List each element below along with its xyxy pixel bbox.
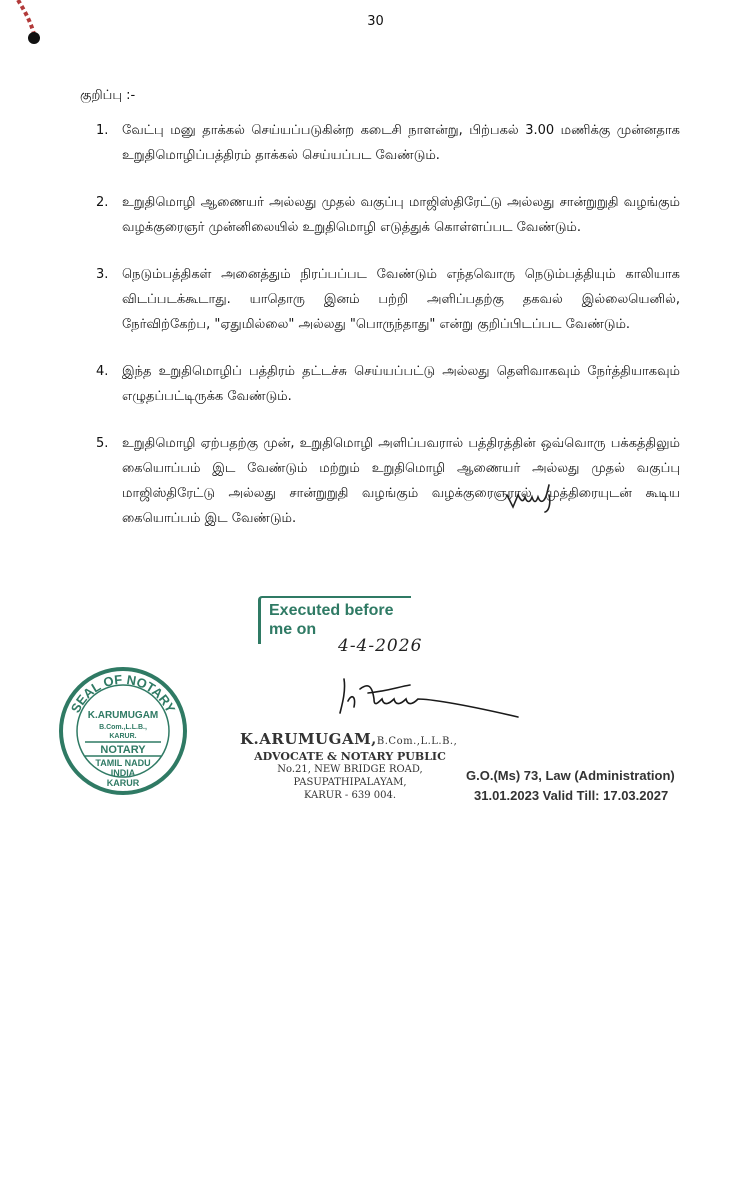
notes-heading: குறிப்பு :-	[80, 88, 136, 103]
execution-stamp-line2: me on	[269, 621, 317, 638]
notary-address-stamp	[240, 730, 460, 802]
note-number: 1.	[96, 123, 109, 138]
note-item	[96, 190, 680, 240]
notary-address-line1: No.21, NEW BRIDGE ROAD,	[277, 764, 423, 775]
seal-name: K.ARUMUGAM	[87, 710, 159, 721]
seal-state: TAMIL NADU	[95, 758, 151, 768]
notary-title: ADVOCATE & NOTARY PUBLIC	[254, 750, 446, 763]
note-item	[96, 262, 680, 337]
note-text: உறுதிமொழி ஏற்பதற்கு முன், உறுதிமொழி அளிப்பவரால் பத்திரத்தின் ஒவ்வொரு பக்கத்திலும் கையொப்பம் இட வேண்டும் மற்றும் உறுதிமொழி ஆணையர் அல்லது முதல் வகுப்பு மாஜிஸ்திரேட்டு அல்லது சான்றுறுதி வழங்கும் வழக்குரைஞரால் முத்திரையுடன் கூடிய கையொப்பம் இட வேண்டும்.	[122, 436, 680, 526]
note-item	[96, 359, 680, 409]
note-item	[96, 118, 680, 168]
notary-seal	[57, 662, 189, 800]
execution-date: 4-4-2026	[338, 636, 423, 656]
note-number: 5.	[96, 436, 109, 451]
seal-place: KARUR.	[109, 733, 137, 740]
notary-name-line	[240, 730, 460, 748]
note-text: உறுதிமொழி ஆணையர் அல்லது முதல் வகுப்பு மாஜிஸ்திரேட்டு அல்லது சான்றுறுதி வழங்கும் வழக்குரைஞர் முன்னிலையில் உறுதிமொழி எடுத்துக் கொள்ளப்பட வேண்டும்.	[122, 195, 680, 235]
seal-title: NOTARY	[100, 744, 146, 756]
deponent-initials	[505, 483, 565, 513]
binding-tag-string	[0, 0, 60, 60]
note-text: நெடும்பத்திகள் அனைத்தும் நிரப்பப்பட வேண்டும் எந்தவொரு நெடும்பத்தியும் காலியாக விடப்படக்கூடாது. யாதொரு இனம் பற்றி அளிப்பதற்கு தகவல் இல்லையெனில், நேர்விற்கேற்ப, "ஏதுமில்லை" அல்லது "பொருந்தாது" என்று குறிப்பிடப்பட வேண்டும்.	[122, 267, 680, 332]
note-number: 3.	[96, 267, 109, 282]
notary-name: K.ARUMUGAM,	[240, 730, 377, 748]
seal-city: KARUR	[106, 778, 140, 788]
notary-address-line3: KARUR - 639 004.	[303, 790, 397, 801]
note-item	[96, 431, 680, 531]
seal-country: INDIA	[110, 768, 136, 778]
notary-address-line2: PASUPATHIPALAYAM,	[293, 777, 407, 788]
note-text: வேட்பு மனு தாக்கல் செய்யப்படுகின்ற கடைசி நாளன்று, பிற்பகல் 3.00 மணிக்கு முன்னதாக உறுதிமொழிப்பத்திரம் தாக்கல் செய்யப்பட வேண்டும்.	[122, 123, 680, 163]
go-reference-line1: G.O.(Ms) 73, Law (Administration)	[466, 768, 675, 783]
go-reference-line2: 31.01.2023 Valid Till: 17.03.2027	[474, 788, 669, 803]
note-number: 2.	[96, 195, 109, 210]
note-number: 4.	[96, 364, 109, 379]
note-text: இந்த உறுதிமொழிப் பத்திரம் தட்டச்சு செய்யப்பட்டு அல்லது தெளிவாகவும் நேர்த்தியாகவும் எழுதப்பட்டிருக்க வேண்டும்.	[122, 364, 680, 404]
notes-list	[96, 118, 680, 553]
notary-qualification: B.Com.,L.L.B.,	[376, 736, 458, 747]
page-number: 30	[367, 14, 384, 29]
seal-qualification: B.Com.,L.L.B.,	[99, 724, 147, 731]
seal-top-arc-text: SEAL OF NOTARY	[67, 671, 179, 716]
go-reference-stamp	[466, 766, 686, 806]
notary-signature	[338, 673, 528, 721]
execution-stamp-line1: Executed before	[269, 602, 394, 619]
